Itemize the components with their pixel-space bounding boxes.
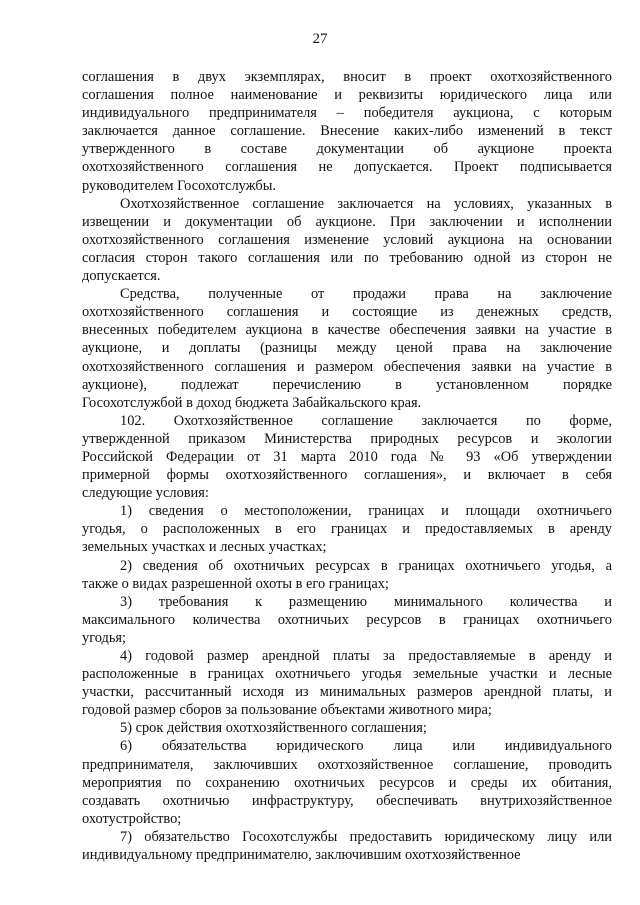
text-line: охотхозяйственного соглашения и размером обеспечения заявки на участие в bbox=[82, 358, 612, 375]
paragraph bbox=[82, 593, 612, 647]
paragraph bbox=[82, 68, 612, 195]
text-line: руководителем Госохотслужбы. bbox=[82, 177, 276, 194]
paragraph bbox=[82, 828, 612, 864]
text-line: предпринимателя, заключивших охотхозяйственное соглашение, проводить bbox=[82, 756, 612, 773]
text-line: охотхозяйственного соглашения изменение условий аукциона на основании bbox=[82, 231, 612, 248]
text-line: заключается данное соглашение. Внесение каких-либо изменений в текст bbox=[82, 123, 612, 140]
text-line: соглашения полное наименование и реквизиты юридического лица или bbox=[82, 87, 612, 104]
paragraph bbox=[82, 557, 612, 593]
paragraph bbox=[82, 737, 612, 827]
text-line: допускается. bbox=[82, 268, 161, 285]
text-line: максимального количества охотничьих ресурсов в границах охотничьего bbox=[82, 611, 612, 628]
text-line: 6) обязательства юридического лица или индивидуального bbox=[120, 738, 612, 755]
paragraph bbox=[82, 195, 612, 285]
document-body bbox=[82, 68, 612, 864]
text-line: аукционе), подлежат перечислению в установленном порядке bbox=[82, 376, 612, 393]
page-number: 27 bbox=[312, 31, 328, 47]
text-line: индивидуальному предпринимателю, заключившим охотхозяйственное bbox=[82, 847, 521, 864]
text-line: Российской Федерации от 31 марта 2010 года № 93 «Об утверждении bbox=[82, 448, 612, 465]
text-line: Средства, полученные от продажи права на заключение bbox=[120, 286, 612, 303]
text-line: 102. Охотхозяйственное соглашение заключается по форме, bbox=[120, 412, 612, 429]
text-line: аукционе, и доплаты (разницы между ценой права на заключение bbox=[82, 340, 612, 357]
text-line: охотустройство; bbox=[82, 810, 182, 827]
text-line: мероприятия по сохранению охотничьих ресурсов и среды их обитания, bbox=[82, 774, 612, 791]
text-line: охотхозяйственного соглашения не допускается. Проект подписывается bbox=[82, 159, 612, 176]
text-line: годовой размер сборов за пользование объектами животного мира; bbox=[82, 702, 492, 719]
text-line: утвержденного в составе документации об аукционе проекта bbox=[82, 141, 612, 158]
paragraph bbox=[82, 647, 612, 719]
text-line: соглашения в двух экземплярах, вносит в проект охотхозяйственного bbox=[82, 69, 612, 85]
text-line: индивидуального предпринимателя – победителя аукциона, с которым bbox=[82, 105, 612, 122]
text-line: земельных участках и лесных участках; bbox=[82, 539, 327, 556]
text-line: 2) сведения об охотничьих ресурсах в границах охотничьего угодья, а bbox=[120, 557, 612, 574]
paragraph bbox=[82, 719, 612, 737]
text-line: 4) годовой размер арендной платы за предоставляемые в аренду и bbox=[120, 648, 612, 664]
text-line: участки, рассчитанный исходя из минимальных размеров арендной платы, и bbox=[82, 684, 612, 701]
text-line: расположенные в границах охотничьего угодья земельные участки и лесные bbox=[82, 666, 612, 683]
text-line: угодья; bbox=[82, 629, 127, 646]
text-line: следующие условия: bbox=[82, 485, 209, 502]
paragraph bbox=[82, 502, 612, 556]
text-line: согласия сторон такого соглашения или по требованию одной из сторон не bbox=[82, 249, 612, 266]
paragraph bbox=[82, 285, 612, 412]
text-line: 5) срок действия охотхозяйственного соглашения; bbox=[120, 720, 427, 737]
text-line: извещении и документации об аукционе. При заключении и исполнении bbox=[82, 213, 612, 230]
text-line: 3) требования к размещению минимального количества и bbox=[120, 593, 612, 610]
text-line: 1) сведения о местоположении, границах и площади охотничьего bbox=[120, 503, 612, 520]
text-line: также о видах разрешенной охоты в его границах; bbox=[82, 575, 389, 592]
text-line: Охотхозяйственное соглашение заключается на условиях, указанных в bbox=[120, 195, 612, 212]
text-line: примерной формы охотхозяйственного соглашения», и включает в себя bbox=[82, 467, 612, 484]
text-line: внесенных победителем аукциона в качестве обеспечения заявки на участие в bbox=[82, 322, 612, 339]
paragraph bbox=[82, 412, 612, 502]
text-line: 7) обязательство Госохотслужбы предоставить юридическому лицу или bbox=[120, 828, 612, 845]
text-line: создавать охотничью инфраструктуру, обеспечивать внутрихозяйственное bbox=[82, 792, 612, 809]
text-line: Госохотслужбой в доход бюджета Забайкальского края. bbox=[82, 394, 422, 411]
text-line: угодья, о расположенных в его границах и предоставляемых в аренду bbox=[82, 521, 612, 538]
text-line: утвержденной приказом Министерства природных ресурсов и экологии bbox=[82, 430, 612, 447]
text-line: охотхозяйственного соглашения и состоящие из денежных средств, bbox=[82, 304, 612, 321]
